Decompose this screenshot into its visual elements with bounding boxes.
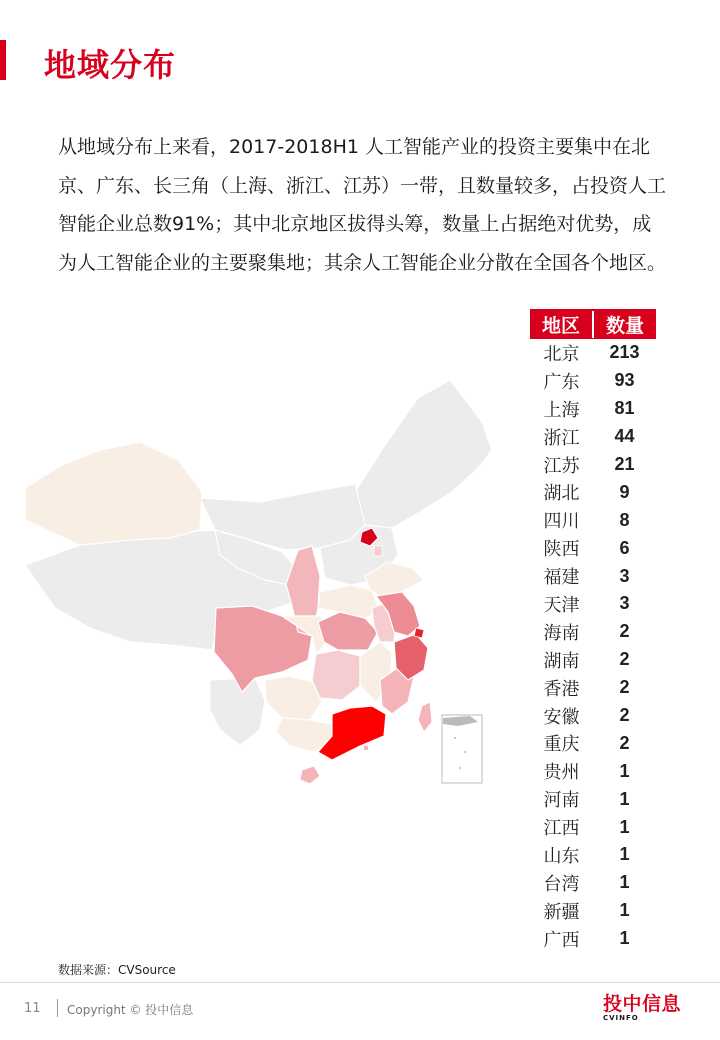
map-base-yunnan [210, 678, 265, 745]
region-name: 江苏 [543, 455, 580, 477]
region-count: 1 [619, 928, 630, 949]
table-row [530, 841, 656, 869]
region-count: 1 [619, 816, 630, 837]
region-name: 香港 [543, 678, 580, 700]
table-row [530, 813, 656, 841]
region-count: 2 [619, 677, 630, 698]
cvinfo-logo [603, 994, 685, 1022]
region-count: 213 [609, 342, 640, 363]
region-shanghai [414, 628, 424, 638]
table-row [530, 395, 656, 423]
region-name: 新疆 [543, 901, 580, 923]
region-count: 1 [619, 872, 630, 893]
region-count: 2 [619, 705, 630, 726]
region-xinjiang [25, 442, 202, 545]
copyright-text: Copyright © 投中信息 [67, 1003, 194, 1017]
region-count: 2 [619, 732, 630, 753]
logo-subtext: CVINFO [603, 1014, 639, 1022]
header-region: 地区 [541, 314, 580, 337]
south-china-sea-inset [442, 715, 482, 783]
region-hubei [318, 612, 378, 650]
region-count-table [530, 309, 656, 953]
region-count: 93 [614, 370, 635, 391]
region-count: 3 [619, 565, 630, 586]
region-count: 2 [619, 649, 630, 670]
table-row [530, 757, 656, 785]
table-row [530, 618, 656, 646]
footer-divider [0, 982, 720, 983]
title-accent-bar [0, 40, 6, 80]
region-count: 21 [614, 454, 635, 474]
header-count: 数量 [592, 311, 656, 338]
region-tianjin [374, 546, 382, 556]
region-count: 1 [619, 788, 630, 809]
table-row [530, 506, 656, 534]
region-hainan [300, 766, 320, 784]
table-row [530, 646, 656, 674]
map-base-northeast [350, 380, 492, 528]
region-name: 陕西 [543, 539, 580, 561]
region-name: 河南 [543, 790, 580, 812]
table-row [530, 590, 656, 618]
description-paragraph: 从地域分布上来看，2017-2018H1 人工智能产业的投资主要集中在北京、广东、长三角（上海、浙江、江苏）一带，且数量较多，占投资人工智能企业总数91%；其中北京地区拔得头筹，数量上占据绝对优势，成为人工智能企业的主要聚集地；其余人工智能企业分散在全国各个地区。 [58, 136, 667, 274]
table-header [530, 309, 656, 339]
region-name: 北京 [543, 343, 580, 365]
region-count: 8 [619, 509, 630, 530]
data-source-note: 数据来源：CVSource [58, 963, 176, 977]
region-name: 浙江 [543, 427, 580, 449]
table-row [530, 869, 656, 897]
table-row [530, 729, 656, 757]
region-hongkong [364, 746, 368, 750]
region-name: 四川 [543, 511, 580, 533]
region-count: 6 [619, 537, 630, 558]
table-row [530, 367, 656, 395]
region-count: 1 [619, 900, 630, 921]
table-row [530, 674, 656, 702]
inset-island [454, 737, 456, 739]
region-name: 山东 [543, 845, 580, 867]
table-row [530, 478, 656, 506]
region-count: 1 [619, 760, 630, 781]
region-count: 9 [619, 481, 630, 502]
region-name: 上海 [543, 399, 580, 421]
page-number: 11 [24, 1001, 41, 1016]
region-name: 江西 [543, 818, 580, 840]
china-heat-map [20, 380, 500, 800]
region-count: 44 [614, 426, 635, 447]
region-name: 重庆 [543, 734, 580, 756]
region-hunan [312, 650, 360, 700]
region-count: 81 [614, 398, 635, 419]
table-row [530, 534, 656, 562]
table-row [530, 339, 656, 367]
region-taiwan [418, 702, 432, 732]
region-name: 海南 [543, 622, 580, 644]
table-row [530, 562, 656, 590]
table-row [530, 785, 656, 813]
footer-separator [57, 999, 58, 1017]
region-name: 天津 [543, 594, 580, 616]
inset-island [464, 751, 466, 753]
logo-wordmark: 投中信息 [603, 993, 682, 1015]
table-row [530, 702, 656, 730]
region-count: 3 [619, 593, 630, 614]
region-name: 湖北 [543, 483, 580, 505]
region-name: 湖南 [543, 650, 580, 672]
region-name: 安徽 [543, 706, 580, 728]
inset-island [459, 767, 461, 769]
table-row [530, 451, 656, 479]
region-name: 广西 [543, 929, 580, 951]
table-row [530, 925, 656, 953]
page-title: 地域分布 [44, 46, 177, 84]
region-count: 2 [619, 621, 630, 642]
region-count: 1 [619, 844, 630, 865]
region-name: 福建 [543, 567, 580, 589]
table-row [530, 423, 656, 451]
region-name: 台湾 [543, 873, 580, 895]
region-name: 广东 [543, 371, 580, 393]
table-row [530, 897, 656, 925]
region-name: 贵州 [543, 762, 580, 784]
